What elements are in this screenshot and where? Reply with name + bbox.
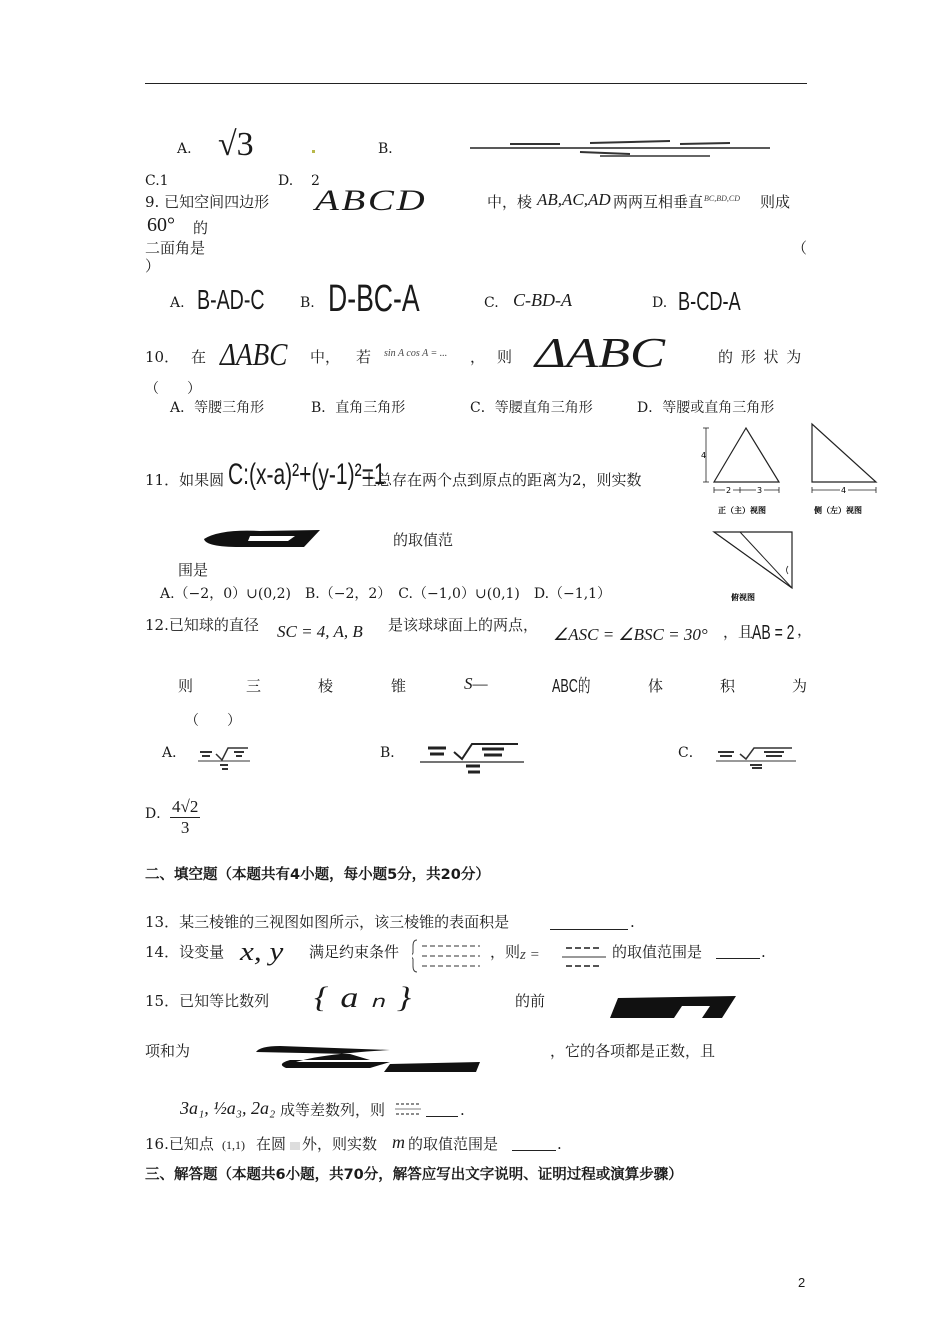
q9-opt-c-label: C.	[484, 295, 499, 311]
dim-height: 4	[701, 451, 707, 460]
q10-num: 10．	[145, 348, 180, 366]
q9-paren-close: ）	[145, 257, 161, 275]
q12-word-4: S—	[464, 674, 488, 693]
q12-word-0: 则	[178, 677, 194, 695]
side-view	[812, 424, 876, 515]
q12-word-3: 锥	[391, 677, 407, 695]
q15-end: .	[460, 1101, 465, 1119]
q12-word-8: 为	[792, 677, 808, 695]
q13-end: .	[630, 913, 635, 931]
q16-point: (1,1)	[222, 1138, 245, 1152]
q12-opt-d-label: D．	[145, 806, 171, 822]
q16-end: .	[557, 1135, 562, 1153]
front-view	[701, 428, 779, 515]
dim-left: 2	[726, 486, 732, 495]
q15-blank	[426, 1116, 458, 1117]
q10-opt-b: B．直角三角形	[311, 400, 406, 416]
q9-opt-d-label: D.	[652, 295, 668, 311]
q15-line2a: 项和为	[145, 1042, 191, 1060]
q11-options: A.（−2，0）∪(0,2) B.（−2，2） C.（−1,0）∪(0,1) D.（−1,1）	[160, 586, 612, 602]
q12-paren: （ ）	[185, 713, 241, 729]
q16-prefix: 16.已知点	[145, 1135, 214, 1153]
q9-paren-open: （	[792, 239, 808, 257]
q8-option-c: C.1	[145, 173, 169, 189]
q15-prefix: 15．已知等比数列	[145, 992, 270, 1010]
q11-garbled-var	[200, 527, 330, 549]
q14-z: z =	[520, 947, 540, 963]
q14-prefix: 14．设变量	[145, 943, 225, 961]
q9-angle: 60°	[147, 214, 175, 236]
q15-mid: 的前	[515, 992, 546, 1010]
q11-mid: 的取值范	[393, 531, 454, 549]
q8-option-b-garbled-fraction	[470, 138, 770, 160]
three-view-figure	[700, 420, 885, 610]
q9-prefix: 9. 已知空间四边形	[145, 193, 270, 211]
top-view	[714, 532, 792, 602]
q9-tail2: 则成	[760, 193, 791, 211]
page-number: 2	[798, 1275, 806, 1290]
section-2-heading: 二、填空题（本题共有4小题，每小题5分，共20分）	[145, 867, 490, 883]
q12-opt-b-label: B．	[380, 745, 405, 761]
q12-opt-d-fraction	[170, 797, 200, 838]
q14-garbled-constraints	[412, 938, 488, 974]
q8-option-d-value: 2	[311, 173, 320, 189]
q12-opt-b-garbled-fraction	[418, 742, 528, 778]
q9-quad: ABCD	[315, 184, 428, 217]
q9-angle-suffix: 的	[193, 219, 209, 237]
q15-terms: 3a₁, ½a₃, 2a₂	[180, 1098, 276, 1118]
q9-edges: AB,AC,AD	[537, 190, 611, 209]
q10-opt-d: D．等腰或直角三角形	[637, 400, 775, 416]
q8-option-a-label: A.	[177, 141, 192, 157]
q12-given: SC = 4, A, B	[277, 622, 363, 641]
dim-side: 4	[841, 486, 847, 495]
q10-triangle: ΔABC	[220, 336, 288, 372]
q12-opt-c-garbled-fraction	[714, 746, 798, 770]
q8-option-a-value: √3	[218, 126, 254, 163]
q10-w4: ，	[470, 348, 486, 366]
q12-word-2: 棱	[318, 677, 334, 695]
q10-w3: 若	[356, 348, 372, 366]
q14-end: .	[761, 943, 766, 961]
top-label: 俯视图	[731, 593, 755, 602]
q13-blank	[550, 929, 628, 930]
q10-w5: 则	[497, 348, 513, 366]
q9-opt-b: D-BC-A	[328, 278, 420, 320]
q12-word-1: 三	[246, 677, 262, 695]
q10-triangle-large: ΔABC	[535, 331, 665, 377]
q12-opt-d-denominator: 3	[180, 818, 190, 837]
q12-opt-c-label: C．	[678, 745, 703, 761]
q14-garbled-fraction	[560, 940, 608, 974]
q9-line2: 二面角是	[145, 239, 206, 257]
q8-option-b-label: B．	[378, 141, 403, 157]
side-label: 侧（左）视图	[814, 506, 862, 515]
section-3-heading: 三、解答题（本题共6小题，共70分，解答应写出文字说明、证明过程或演算步骤）	[145, 1167, 683, 1183]
q16-mid: 在圆	[256, 1135, 287, 1153]
q15-sequence: {aₙ}	[314, 981, 424, 1014]
q12-ab: AB = 2	[752, 622, 795, 644]
q16-tail: 外，则实数	[302, 1135, 378, 1153]
header-rule	[145, 83, 807, 84]
q9-garbled: BC,BD,CD	[704, 194, 740, 203]
q16-tail2: 的取值范围是	[408, 1135, 499, 1153]
q14-blank	[716, 958, 760, 959]
q10-condition: sin A cos A = ...	[384, 348, 448, 359]
q11-equation: C:(x-a)²+(y-1)²=1	[228, 458, 386, 491]
q9-tail: 两两互相垂直	[613, 193, 704, 211]
q12-opt-d-numerator: 4√2	[172, 797, 199, 816]
q9-opt-a-label: A.	[170, 295, 185, 311]
q15-garbled-sn	[250, 1040, 490, 1074]
q9-opt-a: B-AD-C	[197, 284, 265, 315]
q15-tail: 成等差数列，则	[280, 1101, 386, 1119]
q10-w1: 在	[191, 348, 207, 366]
q15-line2b: ，它的各项都是正数，且	[550, 1042, 716, 1060]
q12-angles: ∠ASC = ∠BSC = 30°	[553, 625, 708, 644]
q14-vars: x, y	[240, 937, 284, 966]
q15-garbled-n	[610, 994, 740, 1020]
q10-tail: 的 形 状 为	[718, 348, 802, 366]
front-label: 正（主）视图	[718, 506, 766, 515]
q10-paren: （ ）	[145, 381, 201, 397]
q12-comma: ，	[797, 621, 813, 639]
q12-prefix: 12.已知球的直径	[145, 616, 259, 634]
q10-opt-a: A．等腰三角形	[170, 400, 265, 416]
q9-opt-b-label: B.	[300, 295, 315, 311]
q10-opt-c: C．等腰直角三角形	[470, 400, 593, 416]
q11-tail: 上总存在两个点到原点的距离为2，则实数	[362, 471, 642, 489]
q16-blank	[512, 1150, 556, 1151]
q9-opt-d: B-CD-A	[678, 286, 741, 316]
dim-right: 3	[757, 486, 763, 495]
q12-word-6: 体	[648, 677, 664, 695]
q15-garbled-ratio	[393, 1098, 423, 1120]
q14-then: ，则	[490, 943, 521, 961]
q12-word-7: 积	[720, 677, 736, 695]
q11-line3: 围是	[178, 561, 209, 579]
q9-opt-c: C-BD-A	[513, 290, 572, 310]
q11-prefix: 11．如果圆	[145, 471, 225, 489]
q9-mid: 中，棱	[487, 193, 533, 211]
q16-garbled-circle	[290, 1142, 300, 1150]
q12-mid: 是该球球面上的两点，	[388, 616, 539, 634]
q12-opt-a-garbled-fraction	[196, 746, 252, 772]
q13-text: 13．某三棱锥的三视图如图所示，该三棱锥的表面积是	[145, 913, 510, 931]
q12-opt-a-label: A．	[162, 745, 187, 761]
q8-option-d-label: D.	[278, 173, 294, 189]
stray-dot	[312, 150, 315, 153]
q14-tail: 的取值范围是	[612, 943, 703, 961]
q14-mid: 满足约束条件	[309, 943, 400, 961]
q12-and: ，且	[723, 623, 754, 641]
q16-var: m	[392, 1132, 405, 1152]
q10-w2: 中，	[310, 348, 341, 366]
q12-word-5: ABC的	[552, 676, 591, 696]
